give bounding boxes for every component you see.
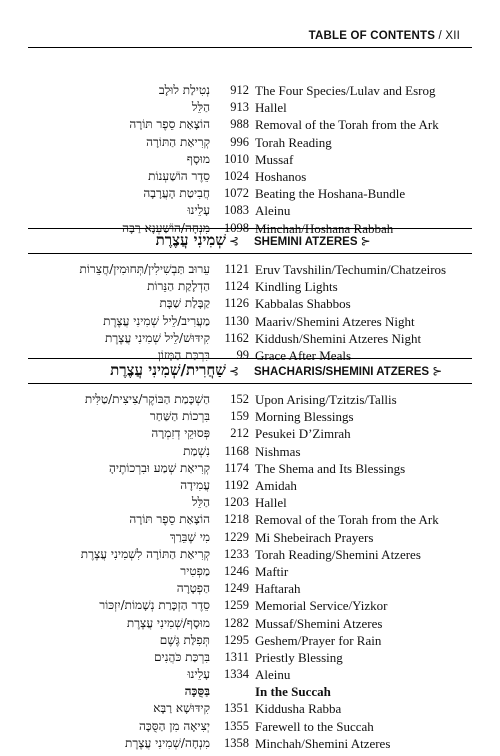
entry-page-number: 1083 [224, 203, 249, 218]
toc-entry[interactable] [0, 735, 500, 752]
entry-title-hebrew: הַדְלָקַת הַנֵּרוֹת [147, 279, 210, 294]
entry-page-number: 1295 [224, 632, 249, 647]
entry-title-hebrew: קִידּוּשׁ/לֵיל שְׁמִינִי עֲצֶרֶת [104, 330, 210, 345]
toc-entry[interactable] [0, 185, 500, 202]
entry-title-english: Farewell to the Succah [255, 718, 374, 734]
entry-page-number: 1311 [224, 649, 249, 664]
entry-page-number: 1098 [224, 220, 249, 235]
entry-title-english: Amidah [255, 478, 297, 494]
entry-title-hebrew: סֵדֶר הַזְכָּרַת נְשָׁמוֹת/יִזְכּוֹר [99, 598, 210, 613]
toc-entry[interactable] [0, 580, 500, 597]
entry-title-hebrew: קְרִיאַת שְׁמַע וּבִרְכוֹתֶיהָ [108, 460, 210, 475]
entry-page-number: 1024 [224, 169, 249, 184]
section-rule-top [28, 228, 472, 229]
entry-title-hebrew: קְרִיאַת הַתּוֹרָה [146, 134, 210, 149]
toc-entry[interactable] [0, 597, 500, 614]
entry-title-english: The Four Species/Lulav and Esrog [255, 83, 436, 99]
entry-title-english: Mi Shebeirach Prayers [255, 529, 374, 545]
entry-page-number: 1259 [224, 598, 249, 613]
entry-title-hebrew: הוֹצָאַת סֵפֶר תּוֹרָה [129, 512, 210, 527]
entry-title-hebrew: יְצִיאָה מִן הַסֻּכָּה [139, 718, 210, 733]
section-title-english: SHACHARIS/SHEMINI ATZERES ⊱ [254, 364, 443, 378]
entry-title-english: Torah Reading [255, 134, 332, 150]
entry-title-english: Torah Reading/Shemini Atzeres [255, 546, 421, 562]
entry-page-number: 988 [230, 117, 249, 132]
entry-title-hebrew: פְּסוּקֵי דְזִמְרָה [151, 426, 210, 441]
entry-title-hebrew: סֵדֶר הוֹשַׁעְנוֹת [148, 169, 210, 184]
section-rule-bottom [28, 253, 472, 254]
entry-page-number: 1124 [224, 279, 249, 294]
section-header-shemini-atzeres [28, 228, 472, 254]
entry-title-english: Kiddusha Rabba [255, 701, 342, 717]
toc-subheading[interactable] [0, 683, 500, 700]
toc-entry[interactable] [0, 278, 500, 295]
entry-title-hebrew: הַפְטָרָה [176, 581, 210, 596]
entry-title-hebrew: עָלֵינוּ [187, 667, 210, 682]
entry-page-number: 1233 [224, 546, 249, 561]
entry-page-number: 1174 [224, 460, 249, 475]
entry-title-hebrew: הַשְׁכָּמַת הַבּוֹקֶר/צִיצִית/טַלִּית [84, 392, 210, 407]
entry-title-english: Maftir [255, 563, 289, 579]
entry-page-number: 1203 [224, 495, 249, 510]
entry-page-number: 1358 [224, 735, 249, 750]
entry-title-english: Minchah/Shemini Atzeres [255, 735, 391, 751]
entry-title-hebrew: בִּרְכוֹת הַשַּׁחַר [149, 409, 210, 424]
entry-page-number: 1126 [224, 296, 249, 311]
entry-page-number: 1121 [224, 262, 249, 277]
toc-entry[interactable] [0, 511, 500, 528]
entry-page-number: 1355 [224, 718, 249, 733]
entry-title-hebrew: קְרִיאַת הַתּוֹרָה לִשְׁמִינִי עֲצֶרֶת [80, 546, 210, 561]
toc-entry[interactable] [0, 151, 500, 168]
entry-title-english: Upon Arising/Tzitzis/Tallis [255, 392, 397, 408]
toc-entry[interactable] [0, 408, 500, 425]
entry-title-hebrew: חֲבִיטַת הָעֲרָבָה [143, 186, 210, 201]
section-title-hebrew: ⊱שַׁחֲרִית/שְׁמִינִי עֲצֶרֶת [110, 361, 239, 379]
toc-entry[interactable] [0, 494, 500, 511]
entry-title-hebrew: נִשְׁמַת [183, 443, 210, 458]
entry-title-hebrew: הַלֵּל [191, 495, 210, 510]
toc-entry[interactable] [0, 529, 500, 546]
ornament-icon: ⊱ [432, 364, 443, 378]
header-rule [28, 47, 472, 48]
entry-page-number: 1072 [224, 186, 249, 201]
entry-title-hebrew: מִנְחָה/שְׁמִינִי עֲצֶרֶת [125, 735, 210, 750]
entry-title-hebrew: בִּרְכַּת הַמָּזוֹן [157, 348, 210, 363]
toc-group-shemini-atzeres [0, 261, 500, 364]
ornament-icon: ⊱ [360, 234, 371, 248]
entry-title-english: Kiddush/Shemini Atzeres Night [255, 330, 422, 346]
entry-title-english: Removal of the Torah from the Ark [255, 117, 439, 133]
toc-entry[interactable] [0, 202, 500, 219]
toc-entry[interactable] [0, 649, 500, 666]
section-rule-top [28, 358, 472, 359]
entry-title-english: Memorial Service/Yizkor [255, 598, 388, 614]
section-header-shacharis [28, 358, 472, 384]
entry-title-hebrew: הוֹצָאַת סֵפֶר תּוֹרָה [129, 117, 210, 132]
entry-title-english: Aleinu [255, 667, 291, 683]
entry-title-english: Hallel [255, 495, 287, 511]
entry-title-hebrew: מוּסָף [186, 151, 210, 166]
entry-title-hebrew: קַבָּלַת שַׁבָּת [159, 296, 210, 311]
entry-page-number: 1192 [224, 478, 249, 493]
entry-page-number: 1130 [224, 313, 249, 328]
entry-title-hebrew: בַּסֻּכָּה [184, 684, 210, 699]
toc-entry[interactable] [0, 168, 500, 185]
entry-title-english: Nishmas [255, 443, 301, 459]
toc-entry[interactable] [0, 460, 500, 477]
entry-title-english: Morning Blessings [255, 409, 354, 425]
entry-title-hebrew: מוּסָף/שְׁמִינִי עֲצֶרֶת [126, 615, 210, 630]
entry-title-hebrew: מַעֲרִיב/לֵיל שְׁמִינִי עֲצֶרֶת [103, 313, 210, 328]
entry-title-english: Aleinu [255, 203, 291, 219]
section-title-hebrew: ⊱שְׁמִינִי עֲצֶרֶת [155, 231, 239, 249]
entry-page-number: 212 [230, 426, 249, 441]
entry-title-english: The Shema and Its Blessings [255, 460, 406, 476]
entry-page-number: 99 [236, 348, 249, 363]
entry-page-number: 1282 [224, 615, 249, 630]
ornament-icon: ⊱ [228, 364, 239, 378]
toc-entry[interactable] [0, 99, 500, 116]
entry-title-english: Maariv/Shemini Atzeres Night [255, 313, 415, 329]
entry-title-hebrew: בִּרְכַּת כֹּהֲנִים [154, 649, 210, 664]
toc-entry[interactable] [0, 116, 500, 133]
entry-title-english: In the Succah [255, 684, 331, 700]
entry-page-number: 159 [230, 409, 249, 424]
entry-page-number: 1010 [224, 151, 249, 166]
entry-page-number: 1249 [224, 581, 249, 596]
entry-title-english: Minchah/Hoshana Rabbah [255, 220, 394, 236]
entry-page-number: 1162 [224, 330, 249, 345]
toc-entry[interactable] [0, 313, 500, 330]
entry-title-hebrew: מִי שֶׁבֵּרַךְ [169, 529, 210, 544]
entry-page-number: 1229 [224, 529, 249, 544]
toc-group-hoshana-rabbah [0, 82, 500, 237]
entry-title-hebrew: הַלֵּל [191, 100, 210, 115]
entry-page-number: 1168 [224, 443, 249, 458]
toc-entry[interactable] [0, 443, 500, 460]
toc-entry[interactable] [0, 330, 500, 347]
toc-entry[interactable] [0, 134, 500, 151]
running-header-title: TABLE OF CONTENTS [308, 30, 436, 42]
entry-title-hebrew: מִנְחָה/הוֹשַׁעְנָא רַבָּה [122, 220, 210, 235]
ornament-icon: ⊱ [228, 234, 239, 248]
entry-title-english: Beating the Hoshana-Bundle [255, 186, 406, 202]
toc-entry[interactable] [0, 295, 500, 312]
entry-page-number: 1351 [224, 701, 249, 716]
entry-title-hebrew: נְטִילַת לוּלָב [158, 83, 210, 98]
toc-entry[interactable] [0, 614, 500, 631]
toc-group-shacharis [0, 391, 500, 752]
toc-entry[interactable] [0, 391, 500, 408]
entry-page-number: 996 [230, 134, 249, 149]
entry-page-number: 152 [230, 392, 249, 407]
entry-page-number: 913 [230, 100, 249, 115]
entry-title-english: Hoshanos [255, 169, 307, 185]
entry-title-english: Eruv Tavshilin/Techumin/Chatzeiros [255, 262, 447, 278]
entry-page-number: 912 [230, 83, 249, 98]
toc-entry[interactable] [0, 477, 500, 494]
entry-title-hebrew: עֲמִידָה [180, 478, 210, 493]
entry-title-hebrew: עֵרוּב תַּבְשִׁילִין/תְּחוּמִין/חֲצֵרוֹת [79, 262, 210, 277]
section-rule-bottom [28, 383, 472, 384]
entry-title-english: Grace After Meals [255, 348, 352, 364]
running-header [309, 30, 460, 42]
entry-page-number: 1334 [224, 667, 249, 682]
entry-title-english: Mussaf/Shemini Atzeres [255, 615, 383, 631]
toc-entry[interactable] [0, 632, 500, 649]
entry-title-english: Pesukei D’Zimrah [255, 426, 351, 442]
running-header-page-number: XII [445, 30, 460, 42]
entry-title-english: Geshem/Prayer for Rain [255, 632, 382, 648]
entry-title-hebrew: קִידּוּשָׁא רַבָּא [153, 701, 210, 716]
running-header-separator: / [438, 30, 442, 42]
toc-entry[interactable] [0, 563, 500, 580]
toc-entry[interactable] [0, 718, 500, 735]
entry-title-english: Kindling Lights [255, 279, 338, 295]
entry-page-number: 1246 [224, 563, 249, 578]
entry-title-english: Priestly Blessing [255, 649, 343, 665]
entry-title-hebrew: מַפְטִיר [180, 563, 210, 578]
entry-title-english: Mussaf [255, 151, 294, 167]
toc-entry[interactable] [0, 666, 500, 683]
toc-entry[interactable] [0, 82, 500, 99]
entry-title-hebrew: עָלֵינוּ [187, 203, 210, 218]
entry-title-english: Haftarah [255, 581, 301, 597]
section-title-english: SHEMINI ATZERES ⊱ [254, 234, 371, 248]
entry-page-number: 1218 [224, 512, 249, 527]
toc-entry[interactable] [0, 425, 500, 442]
entry-title-english: Kabbalas Shabbos [255, 296, 351, 312]
toc-entry[interactable] [0, 261, 500, 278]
toc-entry[interactable] [0, 700, 500, 717]
entry-title-english: Hallel [255, 100, 287, 116]
entry-title-english: Removal of the Torah from the Ark [255, 512, 439, 528]
toc-entry[interactable] [0, 546, 500, 563]
entry-title-hebrew: תְּפִלַּת גֶּשֶׁם [159, 632, 210, 647]
